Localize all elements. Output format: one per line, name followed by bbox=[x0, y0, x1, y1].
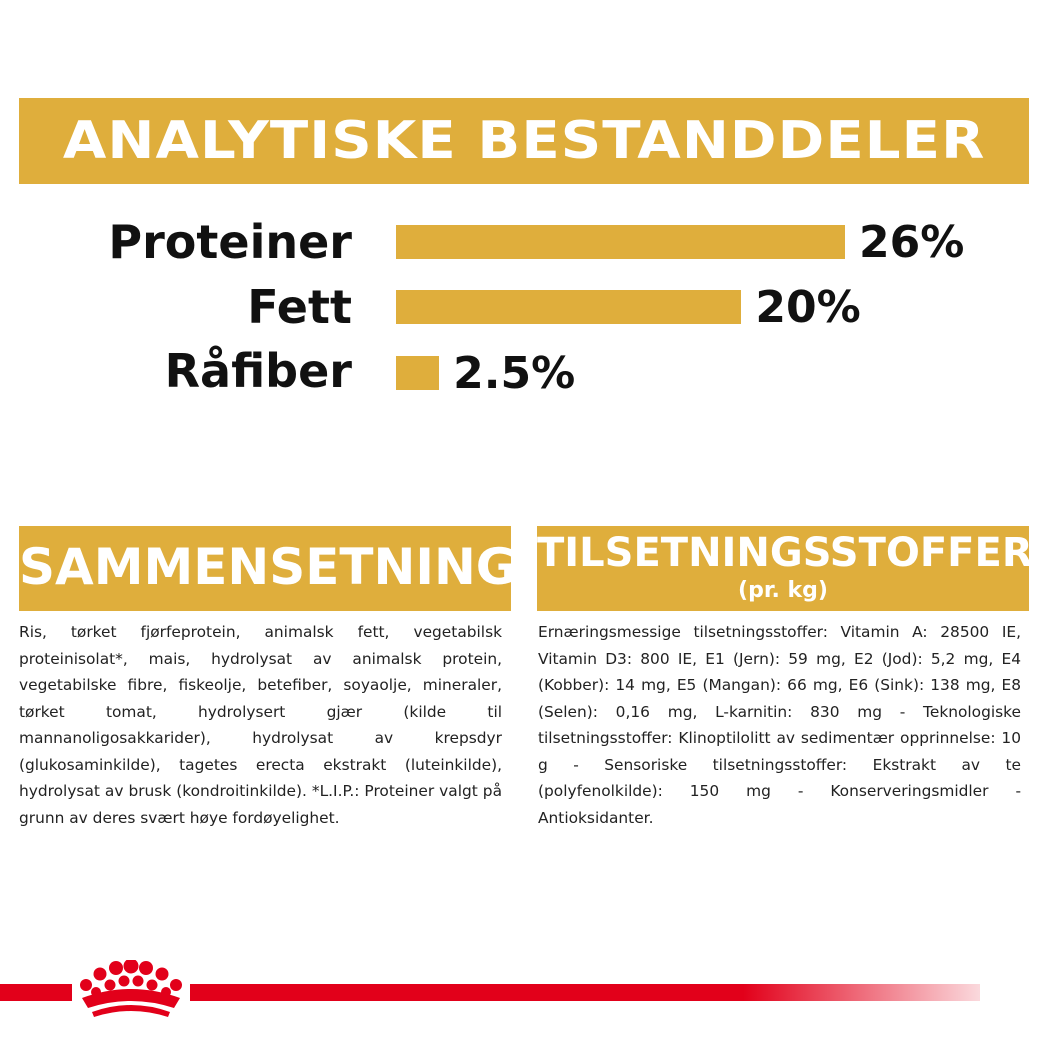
analysis-banner bbox=[19, 98, 1029, 184]
composition-header bbox=[19, 526, 517, 611]
nutrient-label-fiber: Råfiber bbox=[164, 344, 352, 398]
additives-subtitle: (pr. kg) bbox=[738, 578, 828, 603]
crown-logo-icon bbox=[74, 960, 188, 1020]
additives-header bbox=[537, 526, 1033, 611]
composition-text: Ris, tørket fjørfeprotein, animalsk fett, vegetabilsk proteinisolat*, mais, hydrolysat av animalsk protein, vegetabilske fibre, fiskeolje, betefiber, soyaolje, mineraler, tørket tomat, hydrolysert gjær (kilde til mannanoligosakkarider), hydrolysat av krepsdyr (glukosaminkilde), tagetes erecta ekstrakt (luteinkilde), hydrolysat av brusk (kondroitinkilde). *L.I.P.: Proteiner valgt på grunn av deres svært høye fordøyelighet. bbox=[19, 623, 502, 827]
footer-line-left bbox=[0, 984, 72, 1001]
composition-title: SAMMENSETNING bbox=[19, 538, 517, 596]
additives-title: TILSETNINGSSTOFFER bbox=[537, 530, 1033, 576]
nutrient-label-fat: Fett bbox=[247, 280, 352, 334]
nutrient-bar-fiber bbox=[396, 356, 439, 390]
footer-line-right bbox=[190, 984, 980, 1001]
additives-text: Ernæringsmessige tilsetningsstoffer: Vitamin A: 28500 IE, Vitamin D3: 800 IE, E1 (Jern): 59 mg, E2 (Jod): 5,2 mg, E4 (Kobber): 14 mg, E5 (Mangan): 66 mg, E6 (Sink): 138 mg, E8 (Selen): 0,16 mg, L-karnitin: 830 mg - Teknologiske tilsetningsstoffer: Klinoptilolitt av sedimentær opprinnelse: 10 g - Sensoriske tilsetningsstoffer: Ekstrakt av te (polyfenolkilde): 150 mg - Konserveringsmidler - Antioksidanter. bbox=[538, 623, 1021, 827]
nutrient-value-protein: 26% bbox=[859, 217, 965, 268]
nutrient-bar-fat bbox=[396, 290, 741, 324]
nutrient-bar-protein bbox=[396, 225, 845, 259]
nutrient-value-fat: 20% bbox=[755, 282, 861, 333]
banner-title: ANALYTISKE BESTANDDELER bbox=[62, 111, 986, 171]
nutrient-value-fiber: 2.5% bbox=[453, 348, 576, 399]
nutrient-label-protein: Proteiner bbox=[108, 215, 352, 269]
